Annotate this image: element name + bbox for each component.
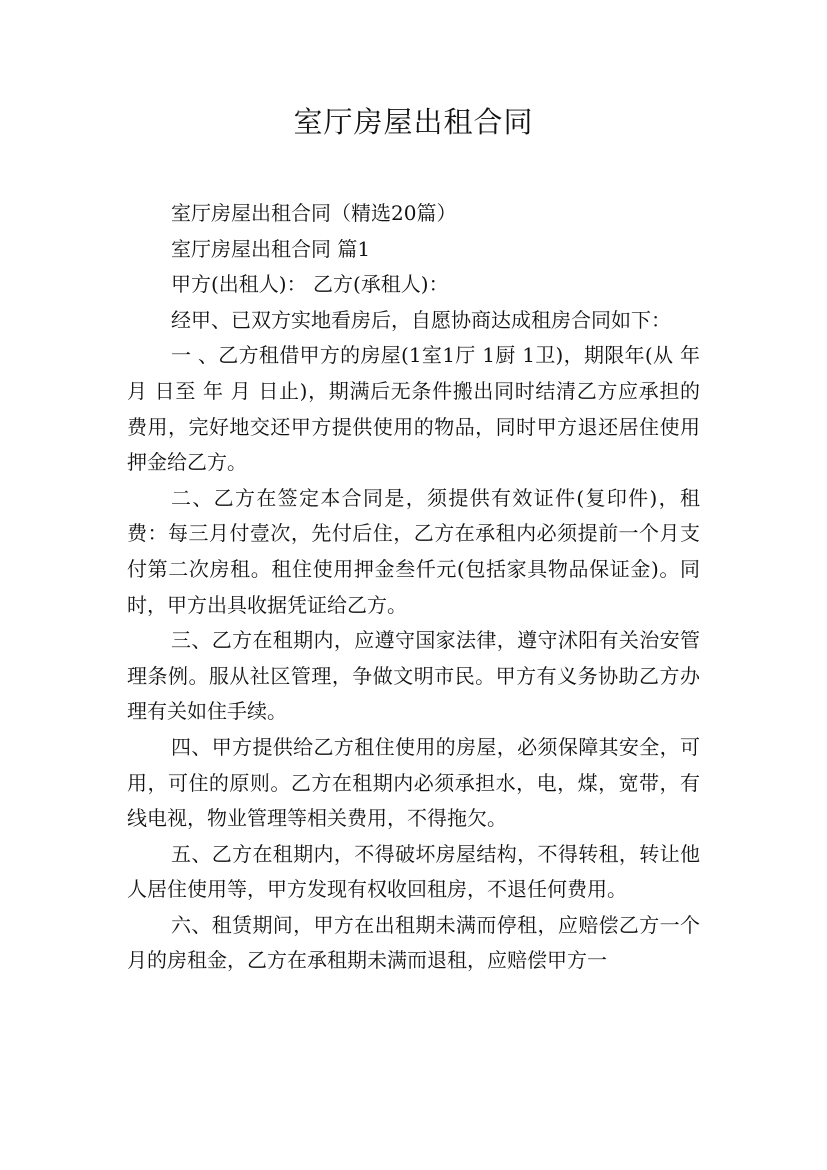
clause-4: 四、甲方提供给乙方租住使用的房屋，必须保障其安全，可用，可住的原则。乙方在租期内必须承担水，电，煤，宽带，有线电视，物业管理等相关费用，不得拖欠。: [127, 734, 700, 831]
clause-2: 二、乙方在签定本合同是，须提供有效证件(复印件)，租费：每三月付壹次，先付后住，乙方在承租内必须提前一个月支付第二次房租。租住使用押金叁仟元(包括家具物品保证金)。同时，甲方出具收据凭证给乙方。: [127, 485, 700, 617]
intro-line-heading: 室厅房屋出租合同（精选20篇）: [171, 201, 457, 225]
clause-1: 一 、乙方租借甲方的房屋(1室1厅 1厨 1卫)，期限年(从 年 月 日至 年 月 日止)，期满后无条件搬出同时结清乙方应承担的费用，完好地交还甲方提供使用的物品，同时甲方退还居住使用押金给乙方。: [127, 343, 700, 475]
intro-line-agreement: 经甲、已双方实地看房后，自愿协商达成租房合同如下：: [171, 307, 671, 332]
clause-5: 五、乙方在租期内，不得破坏房屋结构，不得转租，转让他人居住使用等，甲方发现有权收回租房，不退任何费用。: [127, 841, 700, 902]
clause-3: 三、乙方在租期内，应遵守国家法律，遵守沭阳有关治安管理条例。服从社区管理，争做文明市民。甲方有义务协助乙方办理有关如住手续。: [127, 628, 700, 724]
document-body: [127, 196, 700, 979]
document-title: 室厅房屋出租合同: [293, 105, 534, 139]
clause-6: 六、租赁期间，甲方在出租期未满而停租，应赔偿乙方一个月的房租金，乙方在承租期未满而退租，应赔偿甲方一: [127, 912, 700, 973]
intro-line-section: 室厅房屋出租合同 篇1: [171, 236, 371, 261]
intro-line-parties: 甲方(出租人)： 乙方(承租人)：: [171, 272, 449, 297]
